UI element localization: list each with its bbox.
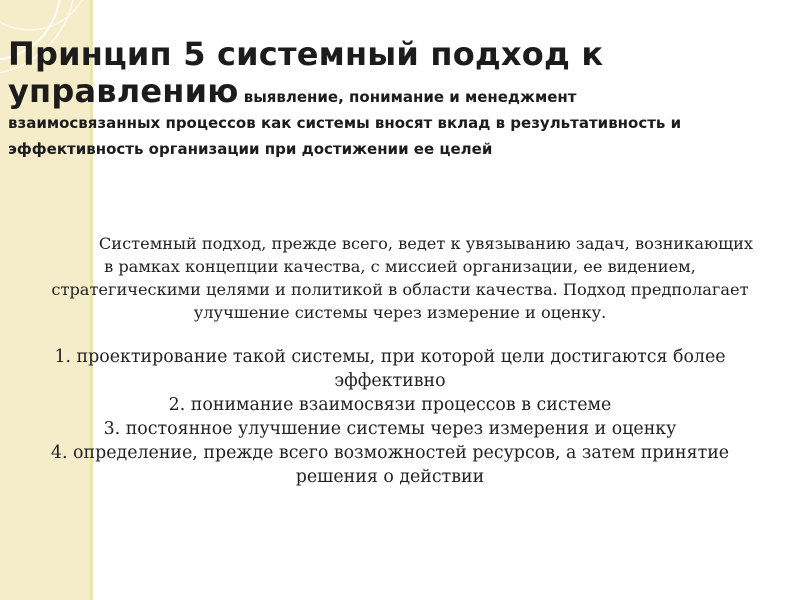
slide-subtitle-rest: взаимосвязанных процессов как системы вносят вклад в результативность и эффективность организации при достижении ее целей: [8, 114, 682, 159]
slide-title-line-1: Принцип 5 системный подход к: [8, 35, 604, 73]
body-paragraph-block: [40, 232, 760, 324]
list-item-3: 3. постоянное улучшение системы через измерения и оценку: [103, 419, 677, 440]
slide-subtitle-inline: выявление, понимание и менеджмент: [238, 87, 577, 106]
body-paragraph: Системный подход, прежде всего, ведет к увязыванию задач, возникающих в рамках концепции качества, с миссией организации, ее видением, стратегическими целями и политикой в области качества. Подход предполагает улучшение системы через измерение и оценку.: [51, 234, 754, 322]
slide-title-block: [8, 36, 788, 163]
list-item-4: 4. определение, прежде всего возможностей ресурсов, а затем принятие решения о действии: [50, 443, 730, 488]
list-item-2: 2. понимание взаимосвязи процессов в системе: [168, 395, 612, 416]
slide-title-line-2: управлению: [8, 71, 239, 110]
list-item-1: 1. проектирование такой системы, при которой цели достигаются более эффективно: [54, 347, 726, 392]
numbered-list: [30, 345, 750, 489]
